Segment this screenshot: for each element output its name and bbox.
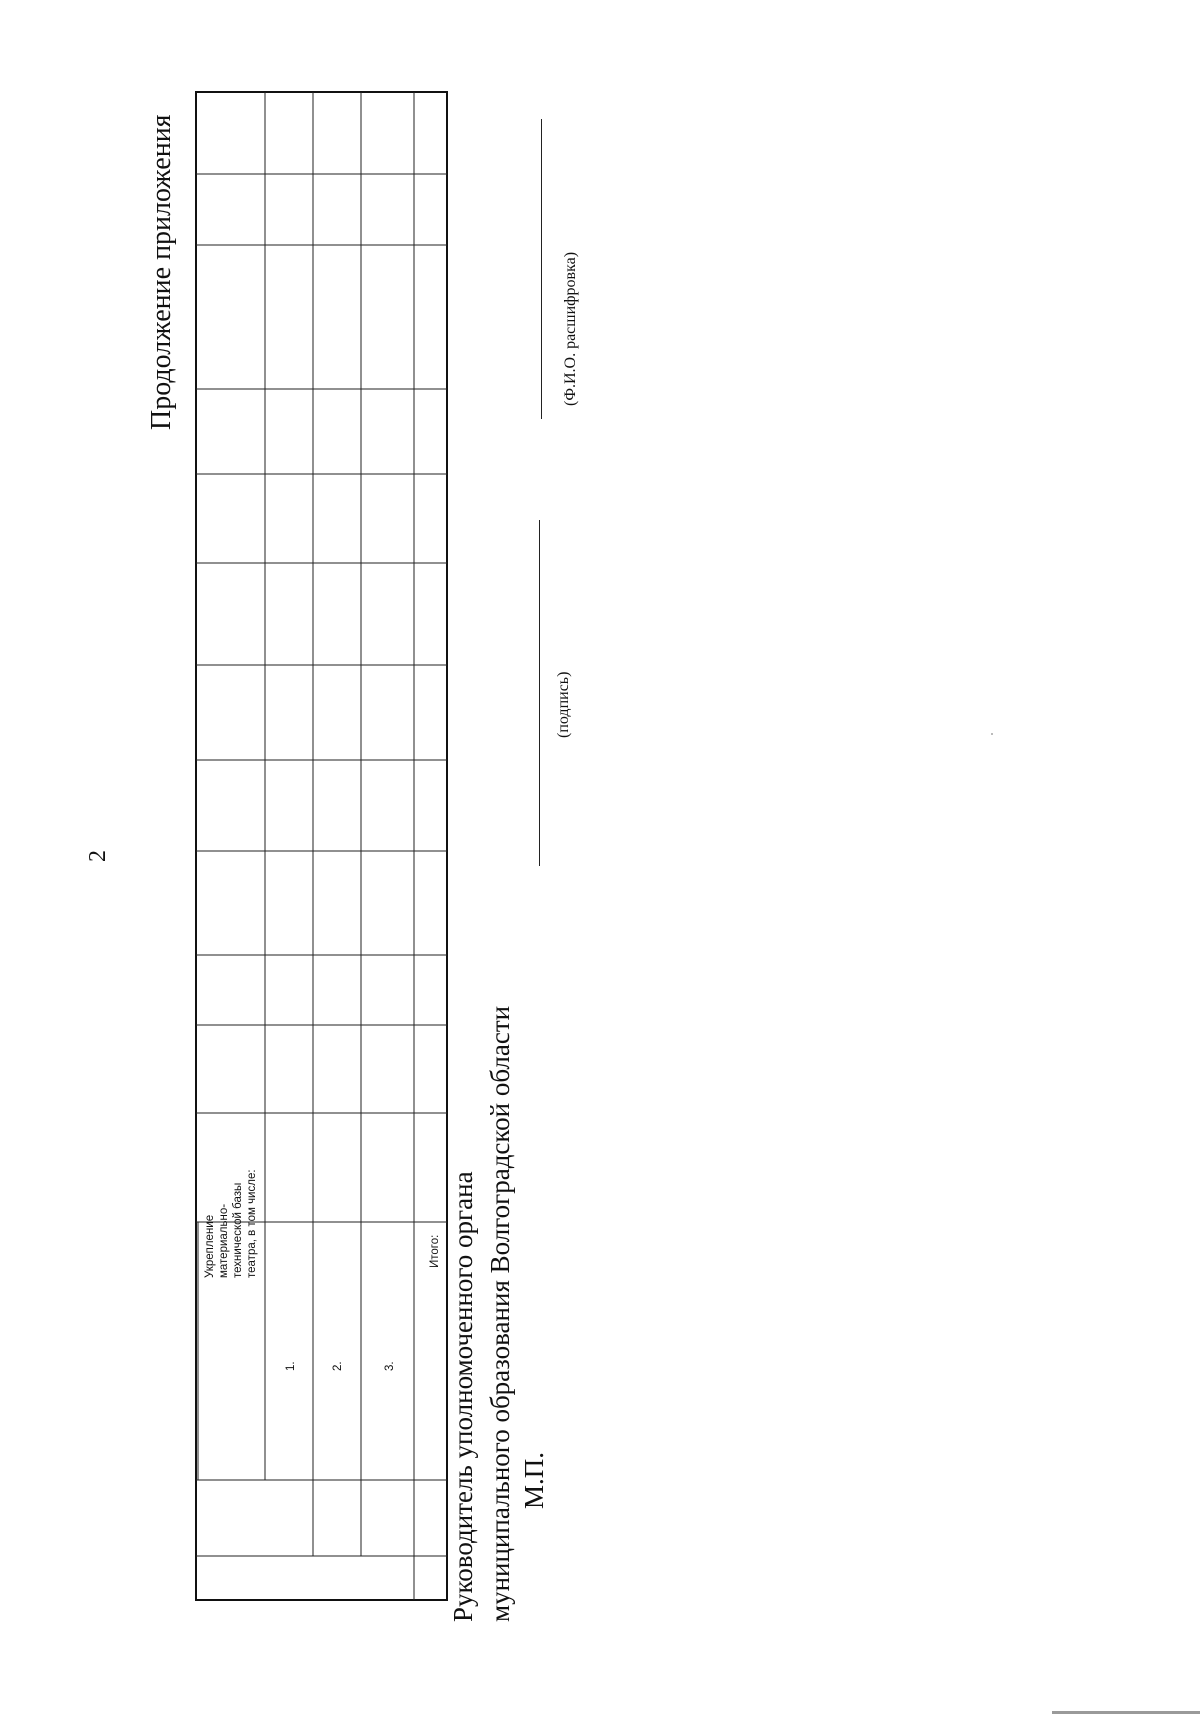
scan-edge-mark bbox=[1052, 1711, 1200, 1714]
page-number: 2 bbox=[85, 850, 111, 862]
column-separators bbox=[196, 174, 447, 1556]
header-line: технической базы bbox=[232, 1182, 244, 1278]
name-line bbox=[541, 119, 542, 419]
header-line: театра, в том числе: bbox=[246, 1169, 258, 1278]
signatory-title-line1: Руководитель уполномоченного органа bbox=[448, 1171, 478, 1622]
row-separators bbox=[198, 92, 414, 1600]
header-line: материально- bbox=[218, 1203, 230, 1278]
row-number: 1. bbox=[285, 1361, 297, 1371]
name-caption: (Ф.И.О. расшифровка) bbox=[562, 251, 579, 406]
header-cell-label bbox=[203, 1169, 259, 1278]
seal-placeholder: М.П. bbox=[519, 1451, 549, 1509]
signatory-title-line2: муниципального образования Волгоградской области bbox=[485, 1005, 515, 1622]
signature-line bbox=[539, 520, 540, 866]
header-line: Укрепление bbox=[204, 1214, 216, 1278]
signature-caption: (подпись) bbox=[555, 671, 572, 738]
row-number: 3. bbox=[384, 1361, 396, 1371]
scan-speck bbox=[991, 733, 993, 735]
total-label: Итого: bbox=[429, 1234, 441, 1268]
row-number: 2. bbox=[332, 1361, 344, 1371]
continuation-title: Продолжение приложения bbox=[146, 114, 177, 430]
